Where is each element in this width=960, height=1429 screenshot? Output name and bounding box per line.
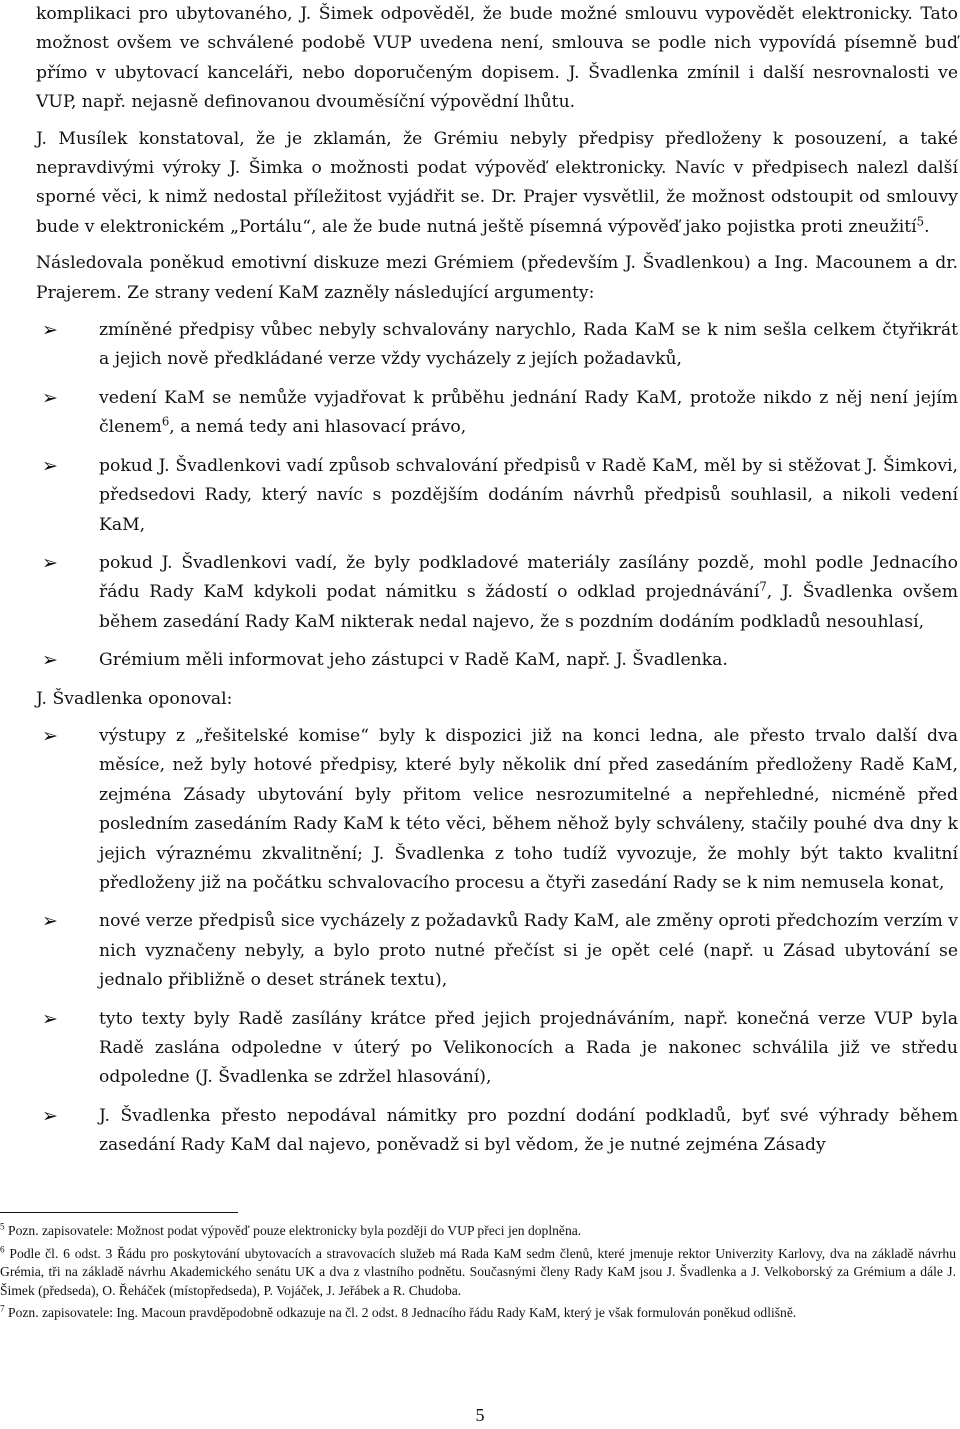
footnote-ref-5[interactable]: 5 <box>916 214 925 229</box>
footnote-text: Pozn. zapisovatele: Možnost podat výpověď pouze elektronicky byla později do VUP přeci jen doplněna. <box>8 1223 582 1238</box>
list-item <box>36 549 958 637</box>
management-arguments-list <box>36 316 958 675</box>
arrow-bullet-icon: ➢ <box>42 319 58 342</box>
footnote-6 <box>0 1245 956 1301</box>
list-item <box>36 384 958 443</box>
footnote-ref-6[interactable]: 6 <box>161 414 170 429</box>
list-item <box>36 316 958 375</box>
footnote-ref-7[interactable]: 7 <box>759 579 767 594</box>
paragraph-2 <box>36 125 958 243</box>
arrow-bullet-icon: ➢ <box>42 551 58 574</box>
arrow-bullet-icon: ➢ <box>42 454 58 477</box>
list-item <box>36 1005 958 1093</box>
footnote-divider <box>0 1212 238 1213</box>
footnote-number: 7 <box>0 1303 5 1314</box>
list-item-tail: , a nemá tedy ani hlasovací právo, <box>169 417 467 438</box>
list-item-text: výstupy z „řešitelské komise“ byly k dispozici již na konci ledna, ale přesto trvalo další dva měsíce, než byly hotové předpisy, které byly několik dní před zasedáním předloženy Radě KaM, zejména Zásady ubytování byly přitom velice nesrozumitelné a nepřehledné, nicméně před posledním zasedáním Rady KaM k této věci, během něhož byly schváleny, stačily pouhé dva dny k jejich výraznému zkvalitnění; J. Švadlenka z toho tudíž vyvozuje, že mohly být takto kvalitní předloženy již na počátku schvalovacího procesu a čtyři zasedání Rady se k nim nemusela konat, <box>99 725 958 893</box>
list-item-text: Grémium měli informovat jeho zástupci v Radě KaM, např. J. Švadlenka. <box>99 650 728 671</box>
arrow-bullet-icon: ➢ <box>42 1007 58 1030</box>
arrow-bullet-icon: ➢ <box>42 386 58 409</box>
paragraph-1: komplikaci pro ubytovaného, J. Šimek odpověděl, že bude možné smlouvu vypovědět elektronicky. Tato možnost ovšem ve schválené podobě VUP uvedena není, smlouva se podle nich vypovídá písemně buď přímo v ubytovací kanceláři, nebo doporučeným dopisem. J. Švadlenka zmínil i další nesrovnalosti ve VUP, např. nejasně definovanou dvouměsíční výpovědní lhůtu. <box>36 4 958 113</box>
arrow-bullet-icon: ➢ <box>42 910 58 933</box>
list-item-text: nové verze předpisů sice vycházely z požadavků Rady KaM, ale změny oproti předchozím verzím v nich vyznačeny nebyly, a bylo proto nutné přečíst si je opět celé (např. u Zásad ubytování se jednalo přibližně o deset stránek textu), <box>99 911 958 991</box>
footnotes <box>0 1222 956 1327</box>
footnote-7 <box>0 1304 956 1323</box>
page-number: 5 <box>475 1405 485 1425</box>
objection-label: J. Švadlenka oponoval: <box>36 688 233 709</box>
list-item <box>36 1102 958 1161</box>
arrow-bullet-icon: ➢ <box>42 724 58 747</box>
list-item-text: J. Švadlenka přesto nepodával námitky pro pozdní dodání podkladů, byť své výhrady během zasedání Rady KaM dal najevo, poněvadž si byl vědom, že je nutné zejména Zásady <box>99 1105 958 1156</box>
list-item-text: pokud J. Švadlenkovi vadí, že byly podkladové materiály zasílány pozdě, mohl podle Jednacího řádu Rady KaM kdykoli podat námitku s žádostí o odklad projednávání <box>99 552 958 603</box>
list-item-text: vedení KaM se nemůže vyjadřovat k průběhu jednání Rady KaM, protože nikdo z něj není jejím členem <box>99 387 958 438</box>
arrow-bullet-icon: ➢ <box>42 649 58 672</box>
paragraph-3: Následovala poněkud emotivní diskuze mezi Grémiem (především J. Švadlenkou) a Ing. Macounem a dr. Prajerem. Ze strany vedení KaM zazněly následující argumenty: <box>36 253 958 303</box>
list-item-text: zmíněné předpisy vůbec nebyly schvalovány narychlo, Rada KaM se k nim sešla celkem čtyřikrát a jejich nově předkládané verze vždy vycházely z jejích požadavků, <box>99 320 958 370</box>
paragraph-2-end: . <box>924 216 930 237</box>
list-item-tail: , J. Švadlenka ovšem během zasedání Rady KaM nikterak nedal najevo, že s pozdním dodáním podkladů nesouhlasí, <box>99 582 959 632</box>
footnote-number: 5 <box>0 1221 5 1232</box>
arrow-bullet-icon: ➢ <box>42 1104 58 1127</box>
list-item <box>36 452 958 540</box>
list-item-text: pokud J. Švadlenkovi vadí způsob schvalování předpisů v Radě KaM, měl by si stěžovat J. Šimkovi, předsedovi Rady, který navíc s pozdějším dodáním návrhů předpisů souhlasil, a nikoli vedení KaM, <box>99 455 958 535</box>
list-item <box>36 907 958 995</box>
footnote-text: Podle čl. 6 odst. 3 Řádu pro poskytování ubytovacích a stravovacích služeb má Rada KaM sedm členů, které jmenuje rektor Univerzity Karlovy, dva na základě návrhu Grémia, tři na základě návrhu Akademického senátu UK a dva z vlastního podnětu. Současnými členy Rady KaM jsou J. Švadlenka a J. Velkoborský za Grémium a dále J. Šimek (předseda), O. Řeháček (místopředseda), P. Vojáček, J. Jeřábek a R. Chudoba. <box>0 1245 956 1298</box>
body-text <box>36 0 958 1170</box>
footnote-number: 6 <box>0 1244 5 1255</box>
footnote-text: Pozn. zapisovatele: Ing. Macoun pravděpodobně odkazuje na čl. 2 odst. 8 Jednacího řádu Rady KaM, který je však formulován poněkud odlišně. <box>8 1305 797 1321</box>
paragraph-2-text: J. Musílek konstatoval, že je zklamán, že Grémiu nebyly předpisy předloženy k posouzení, a také nepravdivými výroky J. Šimka o možnosti podat výpověď elektronicky. Navíc v předpisech nalezl další sporné věci, k nimž nedostal příležitost vyjádřit se. Dr. Prajer vysvětlil, že možnost odstoupit od smlouvy bude v elektronickém „Portálu“, ale že bude nutná ještě písemná výpověď jako pojistka proti zneužití <box>36 128 958 237</box>
list-item <box>36 646 958 675</box>
footnote-5 <box>0 1222 956 1241</box>
list-item <box>36 722 958 898</box>
objection-list <box>36 722 958 1161</box>
list-item-text: tyto texty byly Radě zasílány krátce před jejich projednáváním, např. konečná verze VUP byla Radě zaslána odpoledne v úterý po Velikonocích a Rada je nakonec schválila již ve středu odpoledne (J. Švadlenka se zdržel hlasování), <box>99 1008 958 1088</box>
